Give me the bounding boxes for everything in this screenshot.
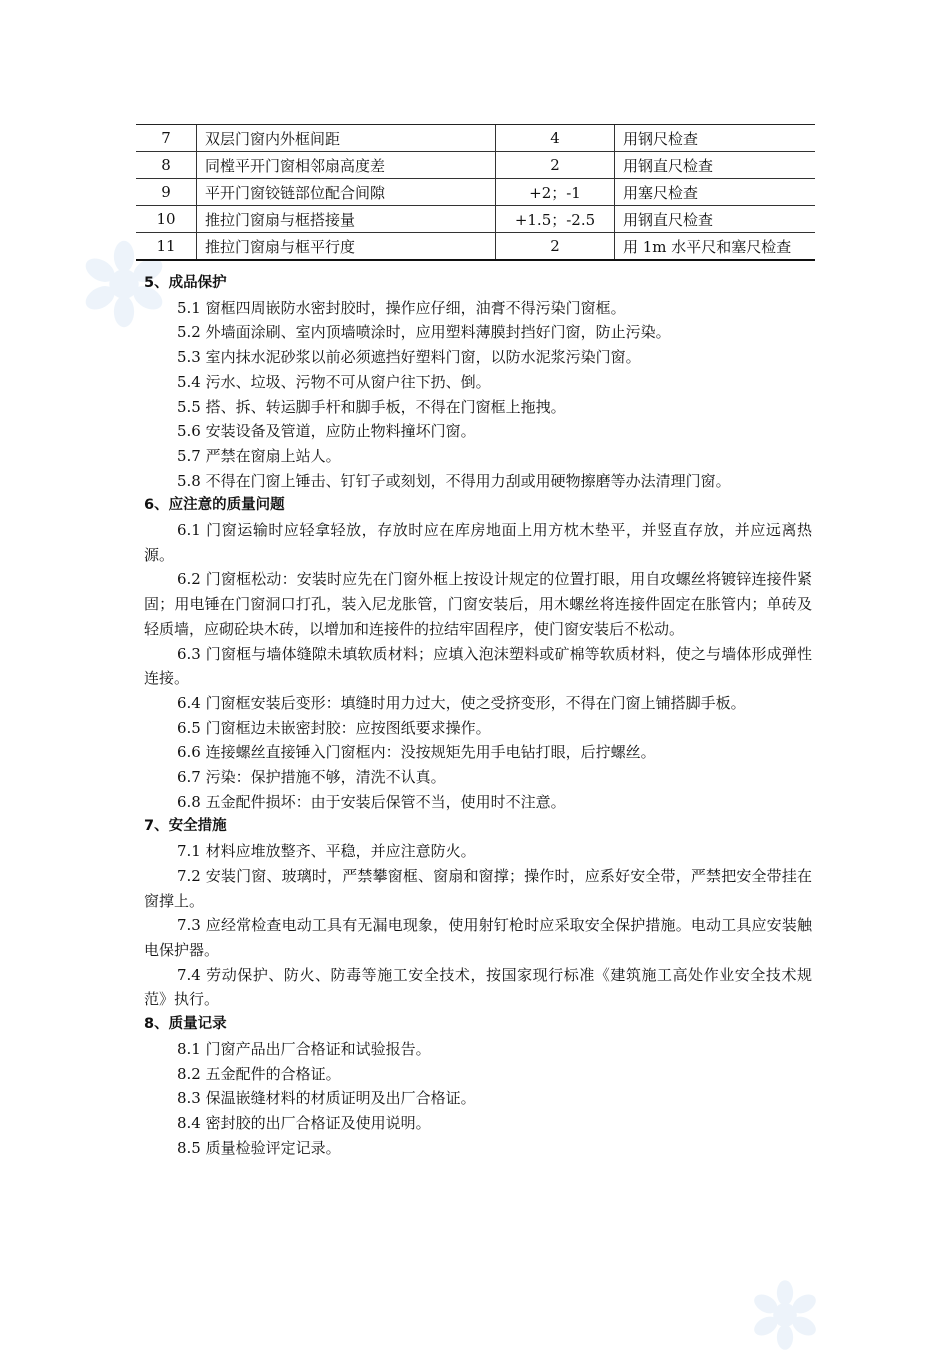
row-tolerance: 2 [496, 152, 615, 179]
list-item: 6.6 连接螺丝直接锤入门窗框内：没按规矩先用手电钻打眼，后拧螺丝。 [177, 743, 656, 762]
list-item: 6.5 门窗框边未嵌密封胶：应按图纸要求操作。 [177, 718, 491, 737]
row-number: 8 [136, 152, 197, 179]
row-number: 10 [136, 206, 197, 233]
list-item: 5.5 搭、拆、转运脚手杆和脚手板，不得在门窗框上拖拽。 [177, 397, 566, 416]
list-item: 7.4 劳动保护、防火、防毒等施工安全技术，按国家现行标准《建筑施工高处作业安全技术规范》执行。 [144, 965, 812, 1009]
table-row [136, 206, 815, 233]
section-heading: 6、应注意的质量问题 [144, 497, 285, 514]
list-item: 5.7 严禁在窗扇上站人。 [177, 446, 341, 465]
list-item: 5.8 不得在门窗上锤击、钉钉子或刻划，不得用力刮或用硬物擦磨等办法清理门窗。 [177, 471, 731, 490]
list-item: 6.1 门窗运输时应轻拿轻放，存放时应在库房地面上用方枕木垫平，并竖直存放，并应远离热源。 [144, 521, 812, 564]
row-method: 用钢尺检查 [615, 125, 816, 152]
row-number: 7 [136, 125, 197, 152]
table-row [136, 152, 815, 179]
row-item: 同樘平开门窗相邻扇高度差 [197, 152, 496, 179]
list-item: 6.2 门窗框松动：安装时应先在门窗外框上按设计规定的位置打眼，用自攻螺丝将镀锌连接件紧固；用电锤在门窗洞口打孔，装入尼龙胀管，门窗安装后，用木螺丝将连接件固定在胀管内；单砖及轻质墙，应砌砼块木砖，以增加和连接件的拉结牢固程序，使门窗安装后不松动。 [144, 570, 812, 638]
list-item: 6.4 门窗框安装后变形：填缝时用力过大，使之受挤变形，不得在门窗上铺搭脚手板。 [177, 693, 746, 712]
document-body [144, 271, 812, 1160]
list-item: 5.4 污水、垃圾、污物不可从窗户往下扔、倒。 [177, 372, 491, 391]
tolerance-table [136, 124, 815, 261]
list-item: 6.7 污染：保护措施不够，清洗不认真。 [177, 768, 446, 787]
snowflake-watermark-icon [748, 1278, 822, 1352]
row-method: 用塞尺检查 [615, 179, 816, 206]
list-item: 5.1 窗框四周嵌防水密封胶时，操作应仔细，油膏不得污染门窗框。 [177, 298, 626, 317]
list-item: 8.4 密封胶的出厂合格证及使用说明。 [177, 1113, 431, 1132]
row-method: 用钢直尺检查 [615, 152, 816, 179]
list-item: 6.3 门窗框与墙体缝隙未填软质材料；应填入泡沫塑料或矿棉等软质材料，使之与墙体形成弹性连接。 [144, 644, 812, 688]
row-item: 双层门窗内外框间距 [197, 125, 496, 152]
table-row [136, 179, 815, 206]
section-heading: 5、成品保护 [144, 275, 227, 291]
list-item: 5.3 室内抹水泥砂浆以前必须遮挡好塑料门窗，以防水泥浆污染门窗。 [177, 348, 641, 367]
list-item: 5.2 外墙面涂刷、室内顶墙喷涂时，应用塑料薄膜封挡好门窗，防止污染。 [177, 323, 671, 342]
row-item: 推拉门窗扇与框搭接量 [197, 206, 496, 233]
list-item: 7.2 安装门窗、玻璃时，严禁攀窗框、窗扇和窗撑；操作时，应系好安全带，严禁把安全带挂在窗撑上。 [144, 866, 812, 910]
row-method: 用钢直尺检查 [615, 206, 816, 233]
row-tolerance: 4 [496, 125, 615, 152]
list-item: 8.1 门窗产品出厂合格证和试验报告。 [177, 1039, 431, 1058]
list-item: 7.3 应经常检查电动工具有无漏电现象，使用射钉枪时应采取安全保护措施。电动工具应安装触电保护器。 [144, 916, 812, 959]
section-heading: 8、质量记录 [144, 1016, 227, 1033]
list-item: 8.3 保温嵌缝材料的材质证明及出厂合格证。 [177, 1089, 476, 1108]
list-item: 6.8 五金配件损坏：由于安装后保管不当，使用时不注意。 [177, 792, 566, 811]
row-item: 推拉门窗扇与框平行度 [197, 233, 496, 261]
row-tolerance: +1.5；-2.5 [496, 206, 615, 233]
row-tolerance: 2 [496, 233, 615, 261]
row-item: 平开门窗铰链部位配合间隙 [197, 179, 496, 206]
list-item: 8.5 质量检验评定记录。 [177, 1138, 341, 1157]
row-method: 用 1m 水平尺和塞尺检查 [615, 233, 816, 261]
section-heading: 7、安全措施 [144, 818, 227, 835]
table-row [136, 125, 815, 152]
list-item: 5.6 安装设备及管道，应防止物料撞坏门窗。 [177, 422, 476, 441]
list-item: 8.2 五金配件的合格证。 [177, 1064, 341, 1083]
row-number: 9 [136, 179, 197, 206]
row-number: 11 [136, 233, 197, 261]
list-item: 7.1 材料应堆放整齐、平稳，并应注意防火。 [177, 842, 476, 861]
row-tolerance: +2；-1 [496, 179, 615, 206]
table-row [136, 233, 815, 261]
